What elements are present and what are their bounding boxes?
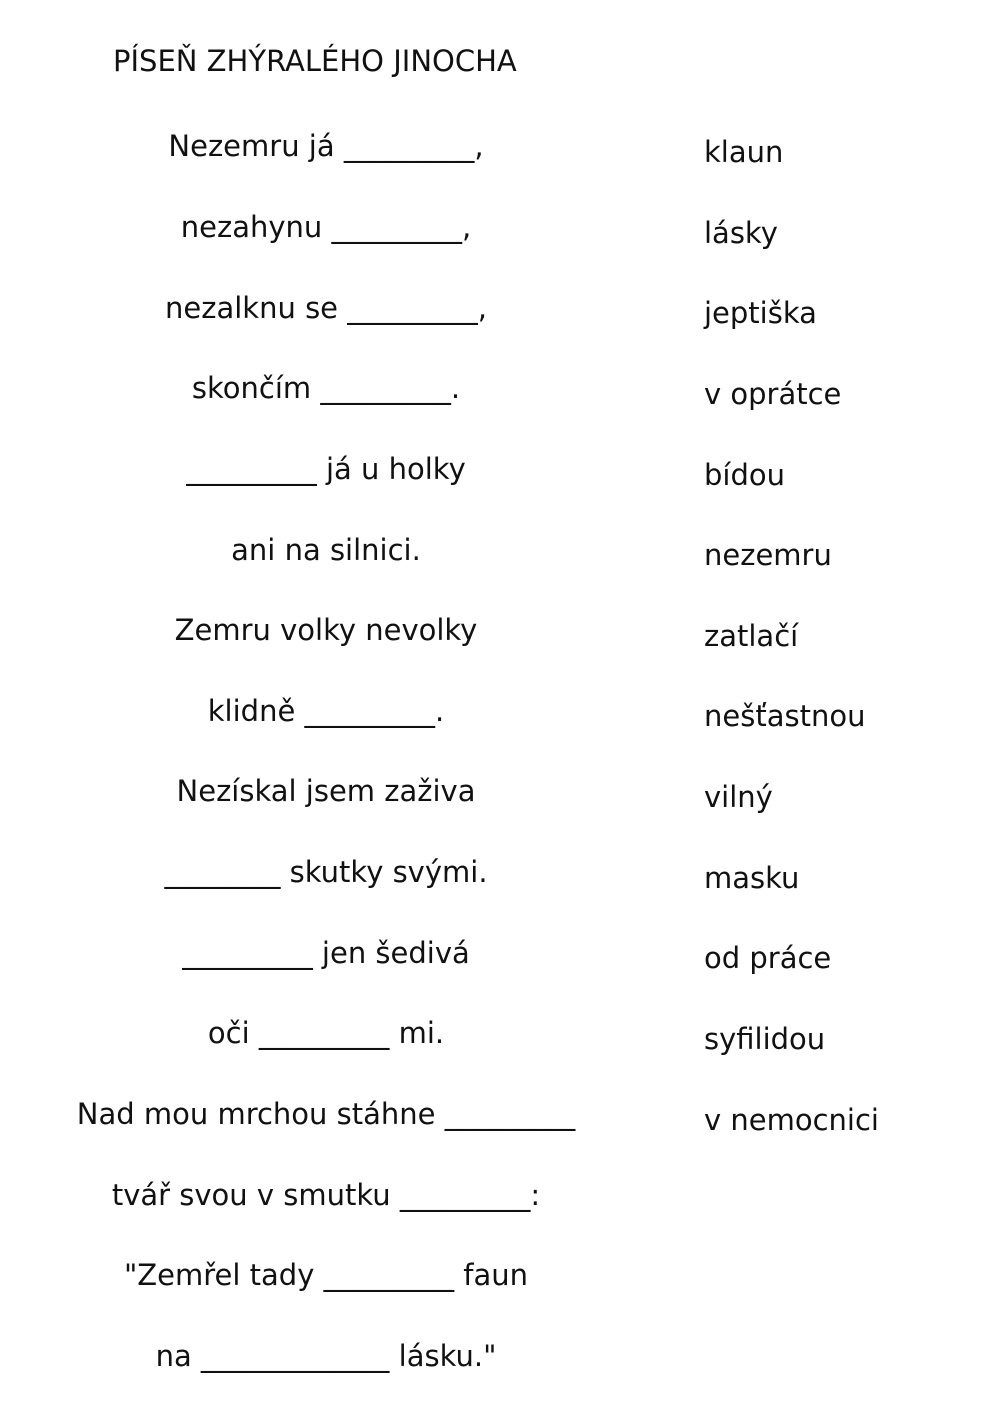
word-bank-item: zatlačí — [704, 619, 799, 653]
word-bank-item: lásky — [704, 216, 778, 250]
poem-line: _________ jen šedivá — [182, 936, 470, 970]
poem-line: ________ skutky svými. — [164, 855, 488, 889]
word-bank-item: masku — [704, 861, 800, 895]
poem-line: oči _________ mi. — [207, 1016, 445, 1050]
poem-line: ani na silnici. — [231, 533, 421, 567]
poem-line: Zemru volky nevolky — [174, 613, 478, 647]
word-bank-item: vilný — [704, 780, 773, 814]
word-bank-item: v oprátce — [704, 377, 842, 411]
poem-line: "Zemřel tady _________ faun — [123, 1258, 529, 1292]
word-bank-item: od práce — [704, 941, 832, 975]
word-bank-item: nezemru — [704, 538, 832, 572]
poem-line: Nezískal jsem zaživa — [176, 774, 476, 808]
word-bank-item: bídou — [704, 458, 785, 492]
poem-line: tvář svou v smutku _________: — [111, 1178, 541, 1212]
worksheet-title: PÍSEŇ ZHÝRALÉHO JINOCHA — [113, 44, 517, 78]
word-bank-item: nešťastnou — [704, 699, 866, 733]
poem-line: skončím _________. — [191, 371, 461, 405]
poem-line: nezahynu _________, — [180, 210, 472, 244]
poem-line: klidně _________. — [207, 694, 445, 728]
word-bank-item: jeptiška — [704, 296, 817, 330]
poem-line: Nezemru já _________, — [168, 129, 484, 163]
word-bank — [704, 0, 994, 1415]
word-bank-item: v nemocnici — [704, 1103, 879, 1137]
word-bank-item: klaun — [704, 135, 784, 169]
poem-line: na _____________ lásku." — [155, 1339, 497, 1373]
poem-line: Nad mou mrchou stáhne _________ — [76, 1097, 576, 1131]
poem-line: nezalknu se _________, — [165, 291, 487, 325]
word-bank-item: syfilidou — [704, 1022, 826, 1056]
poem-line: _________ já u holky — [186, 452, 466, 486]
